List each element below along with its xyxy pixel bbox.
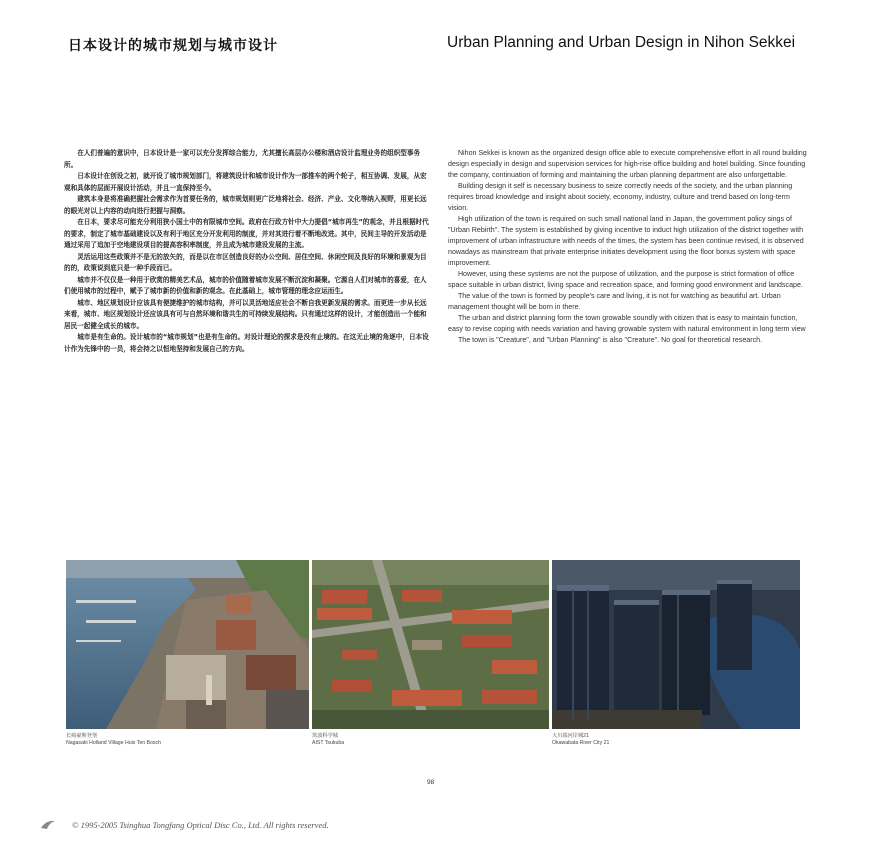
paragraph-en: The urban and district planning form the town growable soundly with citizen that is easy to maintain function, easy to revise coping with needs variation and having growable system with natural environment in long term view (448, 314, 806, 333)
copyright-footer: © 1995-2005 Tsinghua Tongfang Optical Disc Co., Ltd. All rights reserved. (72, 820, 329, 830)
paragraph-en: However, using these systems are not the purpose of utilization, and the purpose is strict formation of office space suitable in urban district, living space and recreation space, and forming good environment and landscape. (448, 270, 803, 289)
photo-caption-en: AIST Tsukuba (312, 740, 345, 746)
paragraph-en: Nihon Sekkei is known as the organized design office able to execute comprehensive effort in all round building design especially in design and supervision services for high-rise office building and hotel building. Since founding the company, continuation of forming and maintaining the urban planning department are also unforgettable. (448, 149, 807, 179)
paragraph-en: The town is "Creature", and "Urban Planning" is also "Creature". No goal for theoretical research. (457, 336, 763, 344)
paragraph-cn: 城市、地区规划设计应该具有便捷维护的城市结构，并可以灵活地适应社会不断自我更新发展的需求。而更进一步从长远来看，城市、地区规划设计还应该具有可与自然环境和谐共生的可持续发展结构。只有通过这样的设计，才能创造出一个能和居民一起健全成长的城市。 (64, 298, 427, 330)
paragraph-en: High utilization of the town is required on such small national land in Japan, the government policy sings of "Urban Rebirth". The system is established by giving incentive to induct high utilization of the district together with improvement of urban infrastructure with needs of the times, the system has been continue revised, it is observed nowadays as mainstream that private enterprise initiates development using the floor bonus system with space improvement. (448, 215, 804, 267)
paragraph-cn: 城市并不仅仅是一种用于欣赏的精美艺术品，城市的价值随着城市发展不断沉淀和凝聚。它源自人们对城市的喜爱，在人们使用城市的过程中，赋予了城市新的价值和新的观念。在此基础上，城市管理的理念应运而生。 (64, 275, 427, 295)
body-column-cn (64, 148, 432, 355)
harbor-aerial-photo (66, 560, 309, 729)
page-title-en: Urban Planning and Urban Design in Nihon Sekkei (447, 34, 796, 51)
photo-caption (66, 733, 161, 747)
paragraph-cn: 在日本，要求尽可能充分利用狭小国土中的有限城市空间。政府在行政方针中大力提倡“城市再生”的观念，并且根据时代的要求，制定了城市基础建设以及有利于地区充分开发利用的制度，并对其进行着不断地改进。其中，民间主导的开发活动是通过采用了追加于空地建设项目的提高容积率制度，并且成为城市建设发展的主流。 (64, 218, 429, 249)
page-title-cn: 日本设计的城市规划与城市设计 (68, 38, 278, 54)
photo-caption-en: Okawabata River City 21 (552, 740, 610, 746)
campus-aerial-photo (312, 560, 549, 729)
photo-caption-cn: 长崎豪斯登堡 (66, 733, 98, 739)
paragraph-en: The value of the town is formed by people's care and living, it is not for watching as beautiful art. Urban management thought will be born in there. (448, 292, 781, 311)
disc-logo-icon (40, 819, 56, 830)
paragraph-cn: 建筑本身是将准确把握社会需求作为首要任务的，城市规划则更广泛地将社会、经济、产业、文化等纳入视野，用更长远的眼光对以上内容的动向进行把握与洞察。 (64, 195, 427, 215)
photo-caption (552, 733, 609, 747)
photo-caption-cn: 大川端河岸城21 (552, 733, 589, 739)
paragraph-en: Building design it self is necessary business to seize correctly needs of the society, and the urban planning requires broad knowledge and insight about society, economy, industry, culture and trend based on long-term vision. (448, 182, 793, 212)
photo-caption-cn: 筑波科学城 (312, 733, 338, 739)
page-number: 98 (427, 779, 435, 786)
towers-aerial-photo (552, 560, 800, 729)
paragraph-cn: 城市是有生命的。设计城市的“城市规划”也是有生命的。对设计理论的探求是没有止境的。在这无止境的角逐中，日本设计作为先锋中的一员，将会持之以恒地坚持和发展自己的方向。 (64, 333, 429, 353)
paragraph-cn: 日本设计在创设之初，就开设了城市规划部门，将建筑设计和城市设计作为一部推车的两个轮子，相互协调、发展，从宏观和具体的层面开展设计活动，并且一直保持至今。 (64, 172, 427, 192)
paragraph-cn: 在人们普遍的意识中，日本设计是一家可以充分发挥综合能力，尤其擅长高层办公楼和酒店设计监理业务的组织型事务所。 (64, 149, 421, 169)
paragraph-cn: 灵活运用这些政策并不是无的放矢的，而是以在市区创造良好的办公空间、居住空间、休闲空间及良好的环境和景观为目的的，政策说到底只是一种手段而已。 (64, 252, 427, 272)
photo-caption-en: Nagasaki Holland Village Huis Ten Bosch (66, 740, 161, 746)
body-column-en (448, 148, 808, 346)
photo-caption (312, 733, 344, 747)
